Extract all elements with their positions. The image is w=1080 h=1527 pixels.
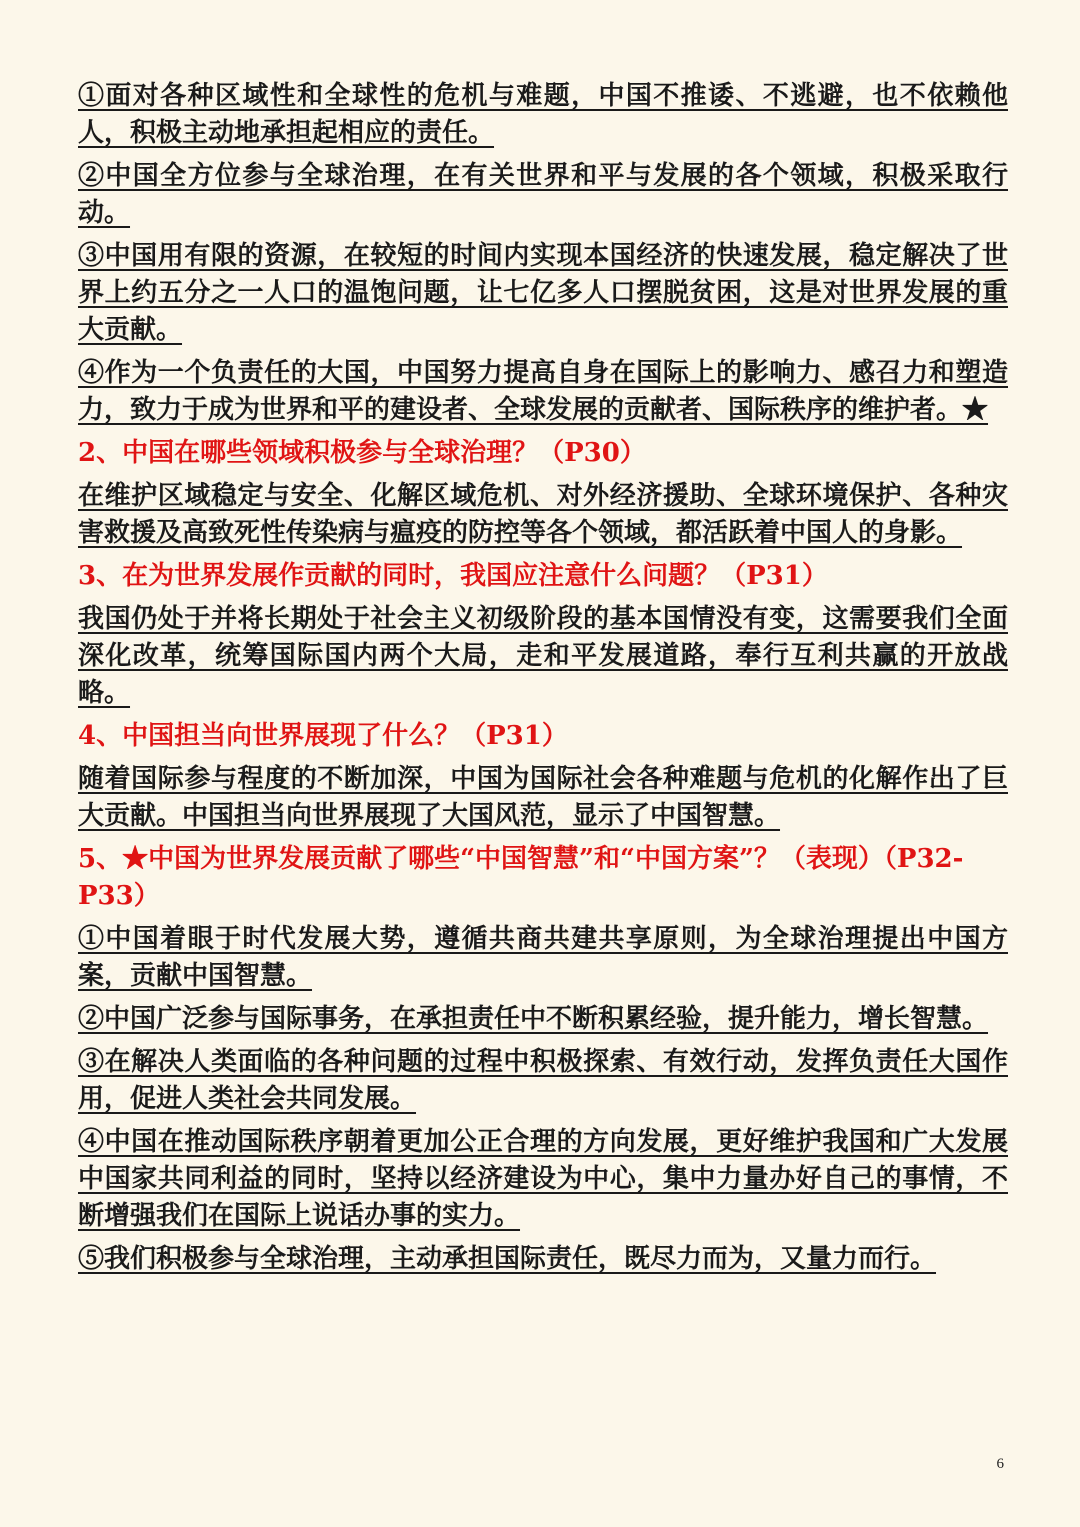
answer-5-item-5: ⑤我们积极参与全球治理，主动承担国际责任，既尽力而为，又量力而行。 xyxy=(78,1244,937,1274)
paragraph-1: ①面对各种区域性和全球性的危机与难题，中国不推诿、不逃避，也不依赖他人，积极主动地承担起相应的责任。 xyxy=(78,81,1008,148)
answer-paragraph-3: 我国仍处于并将长期处于社会主义初级阶段的基本国情没有变，这需要我们全面深化改革，统筹国际国内两个大局，走和平发展道路，奉行互利共赢的开放战略。 xyxy=(78,604,1008,708)
question-heading-2: 2、中国在哪些领域积极参与全球治理？（P30） xyxy=(78,438,646,468)
document-page xyxy=(78,78,1008,1284)
paragraph-2: ②中国全方位参与全球治理，在有关世界和平与发展的各个领域，积极采取行动。 xyxy=(78,161,1008,228)
question-heading-4: 4、中国担当向世界展现了什么？（P31） xyxy=(78,721,568,751)
answer-5-item-1: ①中国着眼于时代发展大势，遵循共商共建共享原则，为全球治理提出中国方案，贡献中国智慧。 xyxy=(78,924,1008,991)
answer-paragraph-4: 随着国际参与程度的不断加深，中国为国际社会各种难题与危机的化解作出了巨大贡献。中国担当向世界展现了大国风范，显示了中国智慧。 xyxy=(78,764,1008,831)
page-number: 6 xyxy=(996,1456,1004,1472)
paragraph-4: ④作为一个负责任的大国，中国努力提高自身在国际上的影响力、感召力和塑造力，致力于成为世界和平的建设者、全球发展的贡献者、国际秩序的维护者。★ xyxy=(78,358,1008,425)
answer-5-item-2: ②中国广泛参与国际事务，在承担责任中不断积累经验，提升能力，增长智慧。 xyxy=(78,1004,989,1034)
paragraph-3: ③中国用有限的资源，在较短的时间内实现本国经济的快速发展，稳定解决了世界上约五分之一人口的温饱问题，让七亿多人口摆脱贫困，这是对世界发展的重大贡献。 xyxy=(78,241,1008,345)
answer-5-item-3: ③在解决人类面临的各种问题的过程中积极探索、有效行动，发挥负责任大国作用，促进人类社会共同发展。 xyxy=(78,1047,1008,1114)
question-heading-5: 5、★中国为世界发展贡献了哪些“中国智慧”和“中国方案”？（表现）（P32-P33） xyxy=(78,844,964,911)
question-heading-3: 3、在为世界发展作贡献的同时，我国应注意什么问题？（P31） xyxy=(78,561,828,591)
answer-5-item-4: ④中国在推动国际秩序朝着更加公正合理的方向发展，更好维护我国和广大发展中国家共同利益的同时，坚持以经济建设为中心，集中力量办好自己的事情，不断增强我们在国际上说话办事的实力。 xyxy=(78,1127,1008,1231)
answer-paragraph-2: 在维护区域稳定与安全、化解区域危机、对外经济援助、全球环境保护、各种灾害救援及高致死性传染病与瘟疫的防控等各个领域，都活跃着中国人的身影。 xyxy=(78,481,1008,548)
